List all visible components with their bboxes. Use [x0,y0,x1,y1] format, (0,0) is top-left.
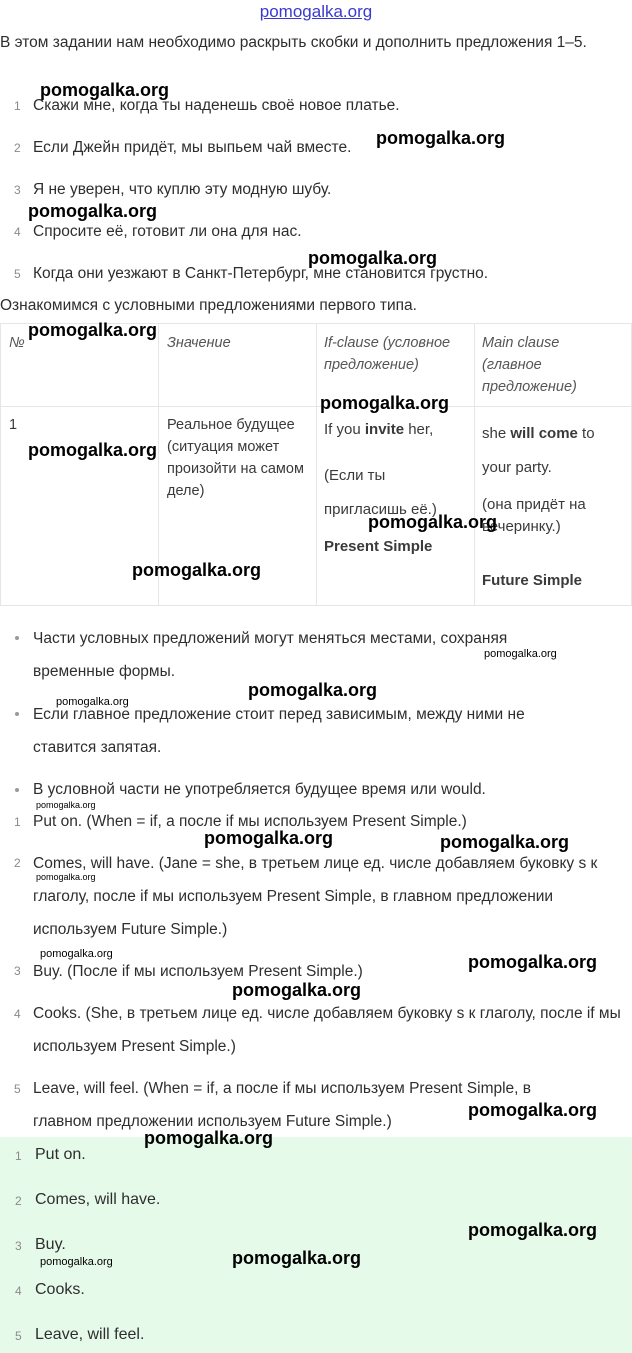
list-number: 4 [15,1284,22,1298]
watermark: pomogalka.org [40,948,113,960]
watermark: pomogalka.org [40,1256,113,1268]
if-clause-tense: Present Simple [324,538,433,555]
watermark: pomogalka.org [232,980,362,1000]
watermark: pomogalka.org [232,1248,362,1268]
note-item: Части условных предложений могут меняться местами, сохраняя временные формы. [33,630,508,680]
watermark: pomogalka.org [28,201,158,221]
watermark: pomogalka.org [368,512,498,532]
explanation-item: Leave, will feel. (When = if, а после if мы используем Present Simple, в главном предложении используем Future Simple.) [33,1080,532,1130]
explanation-item: Buy. (После if мы используем Present Simple.) [33,963,363,980]
if-post: her, [404,421,434,438]
site-link[interactable]: pomogalka.org [259,2,373,21]
list-item: Я не уверен, что куплю эту модную шубу. [33,181,332,198]
watermark: pomogalka.org [36,800,96,810]
row-meaning: Реальное будущее (ситуация может произойти на самом деле) [167,417,304,499]
answer-item: Leave, will feel. [35,1326,145,1343]
conditional-table [0,323,632,606]
watermark: pomogalka.org [468,952,598,972]
if-pre: If you [324,421,365,438]
watermark: pomogalka.org [484,648,557,660]
list-number: 2 [15,1194,22,1208]
watermark: pomogalka.org [40,80,170,100]
answer-item: Comes, will have. [35,1191,161,1208]
answer-item: Cooks. [35,1281,85,1298]
list-number: 3 [15,1239,22,1253]
list-item: Спросите её, готовит ли она для нас. [33,223,302,240]
main-verb: will come [510,425,578,442]
watermark: pomogalka.org [28,320,158,340]
bullet [15,636,19,640]
main-clause-example [482,417,622,485]
watermark: pomogalka.org [204,828,334,848]
list-number: 1 [14,815,21,829]
header-num: № [9,335,25,351]
table-intro: Ознакомимся с условными предложениями первого типа. [0,297,417,314]
bullet [15,712,19,716]
if-clause-example [324,419,469,441]
answer-item: Buy. [35,1236,66,1253]
list-number: 5 [14,267,21,281]
list-item: Скажи мне, когда ты наденешь своё новое платье. [33,97,400,114]
watermark: pomogalka.org [376,128,506,148]
header-meaning: Значение [167,335,231,351]
list-number: 4 [14,1007,21,1021]
watermark: pomogalka.org [36,872,96,882]
answer-item: Put on. [35,1146,86,1163]
main-pre: she [482,425,511,442]
header-if-clause: If-clause (условное предложение) [324,335,451,373]
explanation-item: Comes, will have. (Jane = she, в третьем лице ед. числе добавляем буковку s к глаголу, после if мы используем Present Simple, в главном предложении используем Future Simple.) [33,855,598,938]
list-number: 2 [14,856,21,870]
watermark: pomogalka.org [248,680,378,700]
if-clause-translation: (Если ты пригласишь её.) [324,467,437,518]
watermark: pomogalka.org [56,696,129,708]
if-verb: invite [364,421,405,438]
note-item: В условной части не употребляется будущее время или would. [33,781,486,798]
list-number: 5 [14,1082,21,1096]
row-num: 1 [9,417,18,433]
list-number: 4 [14,225,21,239]
list-number: 2 [14,141,21,155]
intro-text: В этом задании нам необходимо раскрыть скобки и дополнить предложения 1–5. [0,34,587,51]
list-item: Когда они уезжают в Санкт-Петербург, мне становится грустно. [33,265,489,282]
watermark: pomogalka.org [132,560,262,580]
watermark: pomogalka.org [308,248,438,268]
list-number: 3 [14,183,21,197]
list-number: 1 [14,99,21,113]
watermark: pomogalka.org [144,1128,274,1148]
list-number: 5 [15,1329,22,1343]
bullet [15,788,19,792]
list-number: 3 [14,964,21,978]
main-clause-tense: Future Simple [482,572,583,589]
list-number: 1 [15,1149,22,1163]
list-item: Если Джейн придёт, мы выпьем чай вместе. [33,139,352,156]
answers-panel [0,1137,632,1353]
watermark: pomogalka.org [440,832,570,852]
main-clause-translation: (она придёт на вечеринку.) [482,496,586,535]
watermark: pomogalka.org [28,440,158,460]
watermark: pomogalka.org [468,1220,598,1240]
main-post: to your party. [482,425,595,476]
explanation-item: Put on. (When = if, а после if мы используем Present Simple.) [33,813,467,830]
note-item: Если главное предложение стоит перед зависимым, между ними не ставится запятая. [33,706,525,756]
watermark: pomogalka.org [320,393,450,413]
header-main-clause: Main clause (главное предложение) [482,335,577,395]
explanation-item: Cooks. (She, в третьем лице ед. числе добавляем буковку s к глаголу, после if мы используем Present Simple.) [33,1005,621,1055]
watermark: pomogalka.org [468,1100,598,1120]
